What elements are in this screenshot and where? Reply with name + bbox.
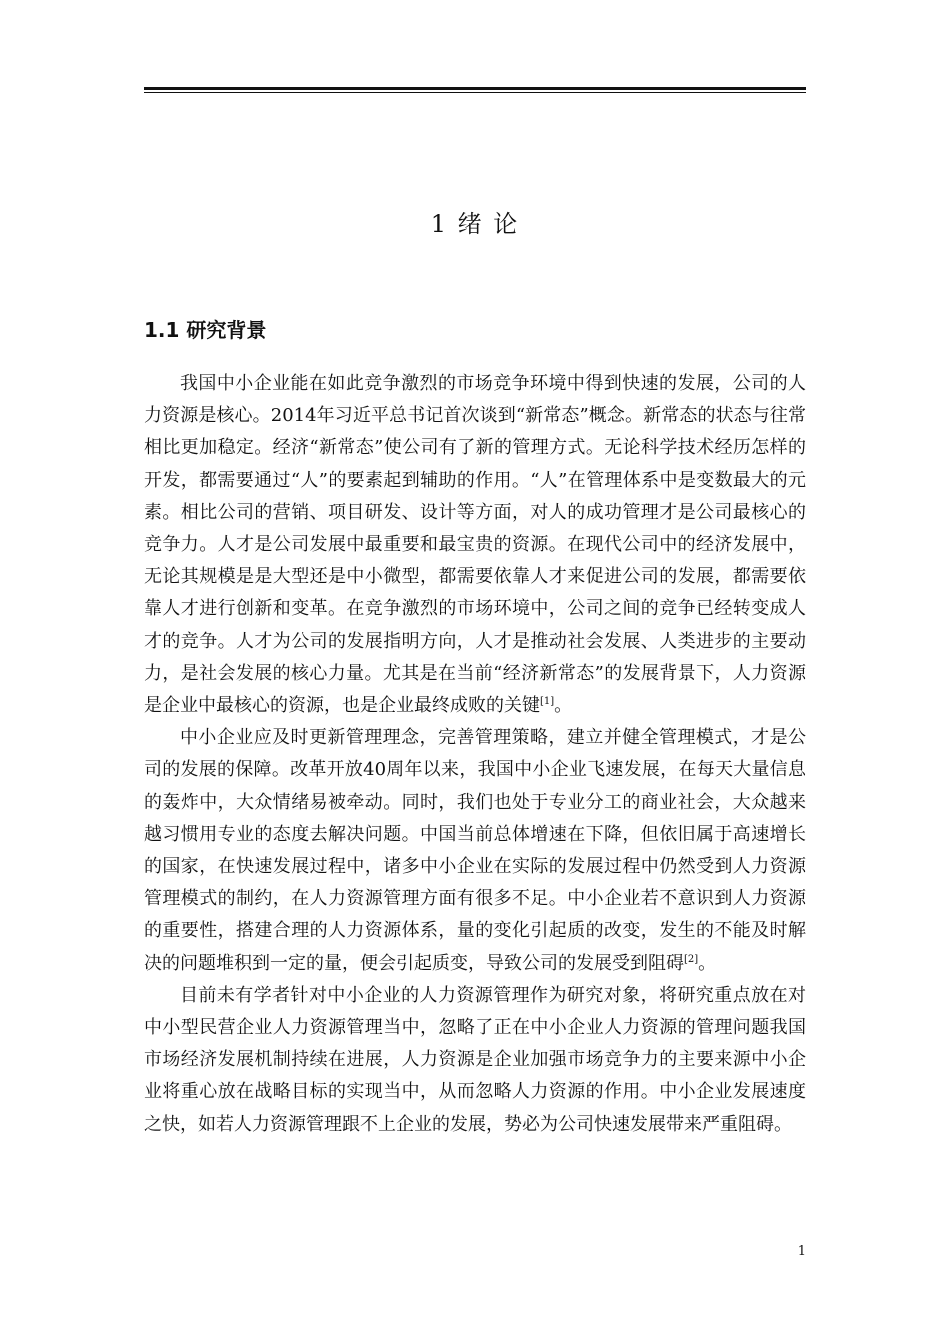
- paragraph-2: [144, 722, 806, 980]
- header-double-rule: [144, 87, 806, 94]
- paragraph-1: [144, 368, 806, 722]
- citation-1: [1]: [540, 696, 555, 708]
- header-rule-thick: [144, 87, 806, 90]
- paragraph-3-text: 目前未有学者针对中小企业的人力资源管理作为研究对象，将研究重点放在对中小型民营企业人力资源管理当中，忽略了正在中小企业人力资源的管理问题我国市场经济发展机制持续在进展，人力资源是企业加强市场竞争力的主要来源中小企业将重心放在战略目标的实现当中，从而忽略人力资源的作用。中小企业发展速度之快，如若人力资源管理跟不上企业的发展，势必为公司快速发展带来严重阻碍。: [144, 984, 806, 1135]
- section-title: 1.1 研究背景: [144, 318, 267, 342]
- header-rule-thin: [144, 92, 806, 93]
- page-number: 1: [797, 1244, 806, 1259]
- paragraph-1-end: 。: [554, 695, 573, 717]
- paragraph-1-text: 我国中小企业能在如此竞争激烈的市场竞争环境中得到快速的发展，公司的人力资源是核心。2014年习近平总书记首次谈到“新常态”概念。新常态的状态与往常相比更加稳定。经济“新常态”使公司有了新的管理方式。无论科学技术经历怎样的开发，都需要通过“人”的要素起到辅助的作用。“人”在管理体系中是变数最大的元素。相比公司的营销、项目研发、设计等方面，对人的成功管理才是公司最核心的竞争力。人才是公司发展中最重要和最宝贵的资源。在现代公司中的经济发展中，无论其规模是是大型还是中小微型，都需要依靠人才来促进公司的发展，都需要依靠人才进行创新和变革。在竞争激烈的市场环境中，公司之间的竞争已经转变成人才的竞争。人才为公司的发展指明方向，人才是推动社会发展、人类进步的主要动力，是社会发展的核心力量。尤其是在当前“经济新常态”的发展背景下，人力资源是企业中最核心的资源，也是企业最终成败的关键: [144, 373, 806, 717]
- paragraph-3: [144, 980, 806, 1141]
- paragraph-2-text: 中小企业应及时更新管理理念，完善管理策略，建立并健全管理模式，才是公司的发展的保障。改革开放40周年以来，我国中小企业飞速发展，在每天大量信息的轰炸中，大众情绪易被牵动。同时，我们也处于专业分工的商业社会，大众越来越习惯用专业的态度去解决问题。中国当前总体增速在下降，但依旧属于高速增长的国家，在快速发展过程中，诸多中小企业在实际的发展过程中仍然受到人力资源管理模式的制约，在人力资源管理方面有很多不足。中小企业若不意识到人力资源的重要性，搭建合理的人力资源体系，量的变化引起质的改变，发生的不能及时解决的问题堆积到一定的量，便会引起质变，导致公司的发展受到阻碍: [144, 727, 806, 974]
- chapter-title: 1 绪 论: [430, 210, 520, 238]
- citation-2: [2]: [684, 953, 699, 965]
- body-text: [144, 368, 806, 1141]
- paragraph-2-end: 。: [698, 952, 717, 974]
